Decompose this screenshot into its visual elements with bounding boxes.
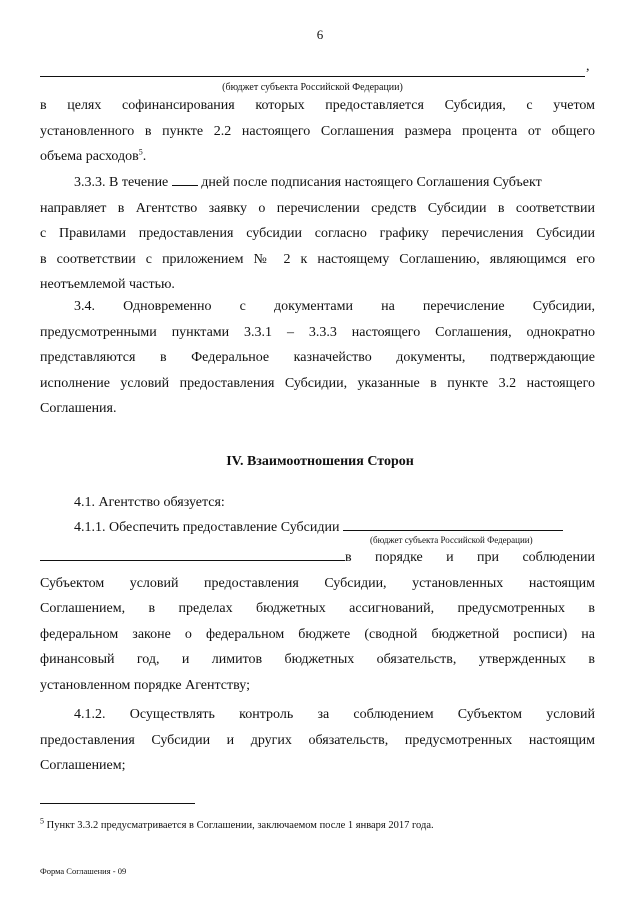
text-line: представляются в Федеральное казначейство документы, подтверждающие (40, 350, 595, 366)
text-line: 3.4. Одновременно с документами на перечисление Субсидии, (74, 299, 595, 314)
blank-field (343, 519, 563, 531)
footnote-mark: 5 (40, 816, 44, 826)
footnote-separator (40, 803, 195, 804)
text-line: Соглашением, в пределах бюджетных ассигнований, предусмотренных в (40, 601, 595, 617)
text-line: установленном порядке Агентству; (40, 677, 250, 693)
text-line: неотъемлемой частью. (40, 277, 175, 293)
paragraph-4-1 (40, 490, 595, 516)
text-line: объема расходов$^5$. (40, 147, 147, 165)
text-line: 4.1.2. Осуществлять контроль за соблюдением Субъектом условий (74, 707, 595, 722)
text-line: федеральном законе о федеральном бюджете (сводной бюджетной росписи) на (40, 626, 595, 642)
paragraph-3-4 (40, 294, 595, 422)
field-caption: (бюджет субъекта Российской Федерации) (370, 535, 533, 545)
text-line: Субъектом условий предоставления Субсидии, установленных настоящим (40, 575, 595, 591)
text-line: в целях софинансирования которых предоставляется Субсидия, с учетом (40, 98, 595, 113)
text-line: 4.1. Агентство обязуется: (74, 495, 225, 510)
text-line: в соответствии с приложением № 2 к настоящему Соглашению, являющимся его (40, 251, 595, 267)
text-line: Соглашения. (40, 401, 117, 417)
text-line: установленного в пункте 2.2 настоящего Соглашения размера процента от общего (40, 123, 595, 139)
text-line: 3.3.3. В течение дней после подписания настоящего Соглашения Субъект (74, 175, 542, 190)
paragraph-3-3-3 (40, 170, 595, 298)
page-number: 6 (316, 27, 324, 42)
field-caption: (бюджет субъекта Российской Федерации) (222, 82, 403, 93)
text-line: с Правилами предоставления субсидии согласно графику перечисления Субсидии (40, 226, 595, 242)
footnote-ref: 5 (138, 147, 143, 157)
blank-field (40, 549, 345, 561)
text-line: 4.1.1. Обеспечить предоставление Субсидии (40, 515, 595, 541)
paragraph-4-1-2 (40, 702, 595, 779)
footnote: $^5$ Пункт 3.3.2 предусматривается в Соглашении, заключаемом после 1 января 2017 года. (40, 816, 434, 831)
text-line: финансовый год, и лимитов бюджетных обязательств, утвержденных в (40, 652, 595, 668)
blank-field (172, 174, 198, 186)
text-line: предоставления Субсидии и других обязательств, предусмотренных настоящим (40, 732, 595, 748)
text-line: Соглашением; (40, 758, 126, 774)
form-footer: Форма Соглашения - 09 (40, 866, 127, 876)
text-line: исполнение условий предоставления Субсидии, указанные в пункте 3.2 настоящего (40, 375, 595, 391)
blank-line (40, 76, 585, 77)
text-line: направляет в Агентство заявку о перечислении средств Субсидии в соответствии (40, 200, 595, 216)
paragraph-4-1-1-body (40, 545, 595, 699)
punctuation: , (586, 59, 590, 74)
text-line: предусмотренными пунктами 3.3.1 – 3.3.3 настоящего Соглашения, однократно (40, 324, 595, 340)
text-line: в порядке и при соблюдении (40, 545, 595, 571)
section-title: IV. Взаимоотношения Сторон (226, 454, 414, 469)
paragraph-cofinancing (40, 93, 595, 170)
